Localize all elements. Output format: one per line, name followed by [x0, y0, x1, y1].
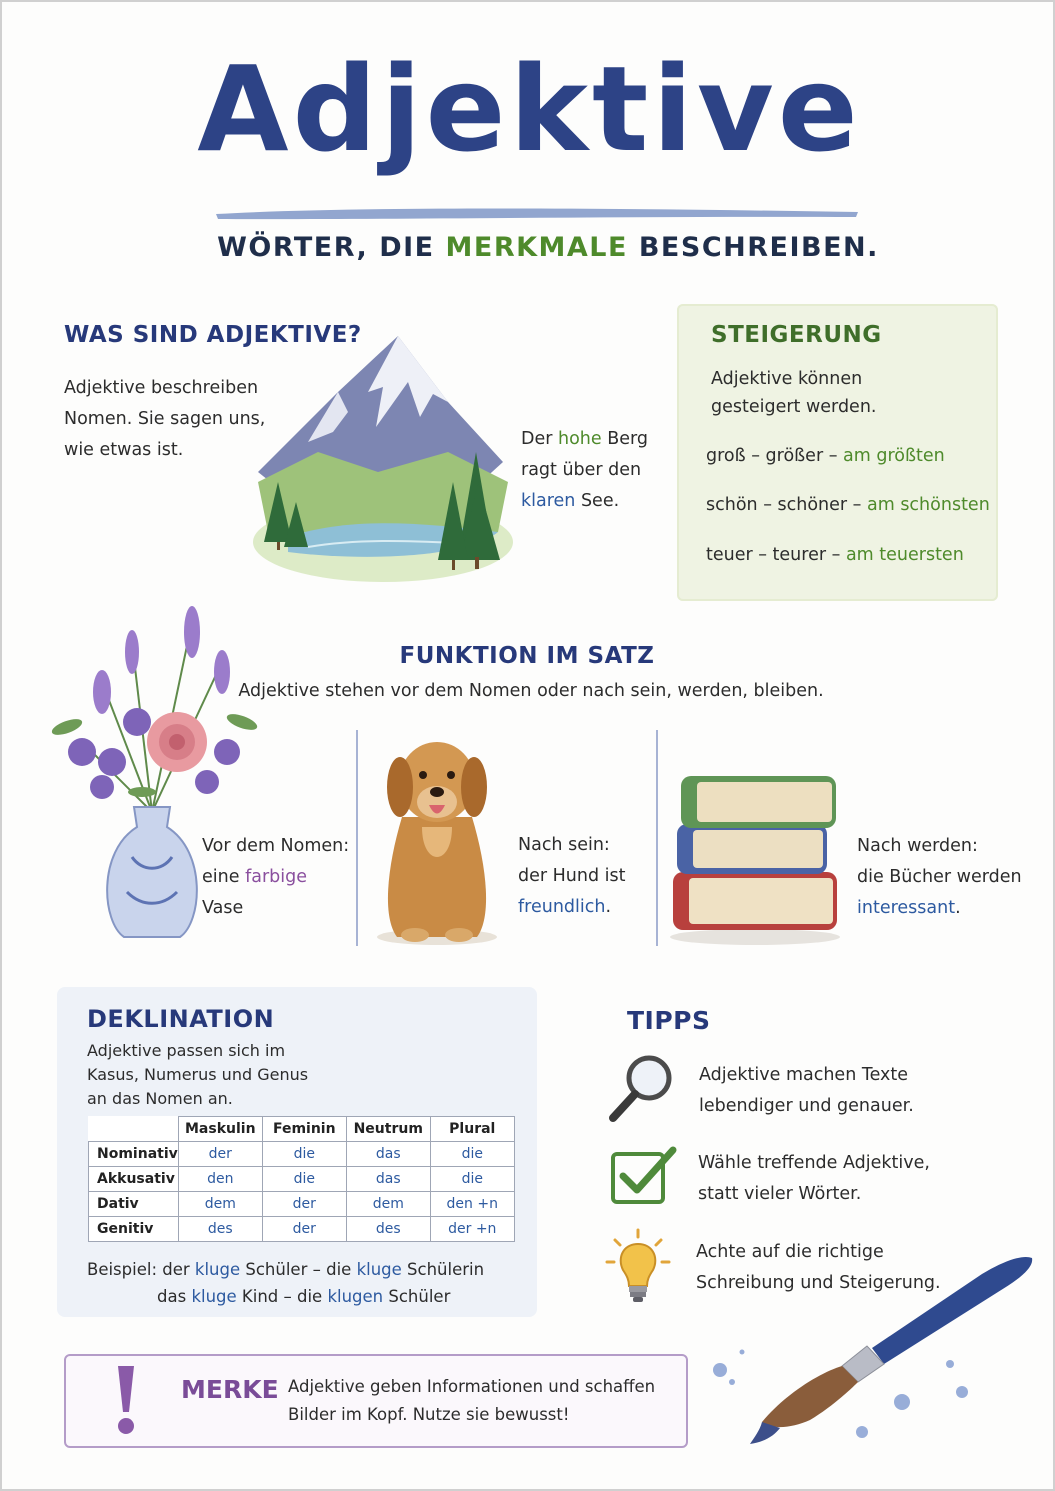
beispiel-text: Beispiel: der	[87, 1260, 195, 1279]
column-header: Maskulin	[178, 1117, 262, 1142]
row-header: Genitiv	[89, 1217, 179, 1242]
column-header: Feminin	[262, 1117, 346, 1142]
adjective-kluge: kluge	[194, 1260, 241, 1279]
tipp-line: Adjektive machen Texte	[699, 1065, 909, 1085]
page-subtitle	[2, 232, 1055, 263]
table-row	[89, 1142, 515, 1167]
steigerung-intro-line: gesteigert werden.	[711, 397, 877, 417]
table-cell: das	[346, 1142, 430, 1167]
table-cell: der	[178, 1142, 262, 1167]
table-cell: des	[346, 1217, 430, 1242]
was-sind-heading: WAS SIND ADJEKTIVE?	[64, 322, 362, 348]
adjective-farbige: farbige	[245, 867, 307, 887]
was-sind-line: wie etwas ist.	[64, 440, 184, 460]
steigerung-base: schön – schöner –	[706, 495, 867, 515]
merke-line: Adjektive geben Informationen und schaffen	[288, 1377, 656, 1396]
tipp-2	[698, 1148, 930, 1210]
funktion-col-1-text: eine	[202, 867, 246, 887]
funktion-col-2	[518, 830, 658, 923]
table-row	[89, 1167, 515, 1192]
table-cell: den +n	[430, 1192, 514, 1217]
steigerung-superlative: am größten	[843, 446, 945, 466]
beispiel	[87, 1256, 527, 1310]
adjective-kluge: kluge	[191, 1287, 237, 1306]
beispiel-text: Schüler	[383, 1287, 451, 1306]
example-text: Berg	[601, 429, 648, 449]
deklination-line: Adjektive passen sich im	[87, 1041, 286, 1060]
merke-text	[288, 1373, 655, 1429]
table-cell: das	[346, 1167, 430, 1192]
example-text: Der	[521, 429, 558, 449]
deklination-heading: DEKLINATION	[87, 1005, 275, 1033]
table-row	[89, 1217, 515, 1242]
column-header: Plural	[430, 1117, 514, 1142]
adjective-kluge: kluge	[356, 1260, 402, 1279]
row-header: Dativ	[89, 1192, 179, 1217]
tipp-line: Schreibung und Steigerung.	[696, 1273, 941, 1293]
steigerung-superlative: am schönsten	[866, 495, 990, 515]
steigerung-base: teuer – teurer –	[706, 545, 846, 565]
magnifier-icon	[607, 1052, 677, 1124]
steigerung-heading: STEIGERUNG	[711, 322, 882, 348]
tipp-1	[699, 1060, 914, 1122]
tipp-line: Achte auf die richtige	[696, 1242, 884, 1262]
adjective-klugen: klugen	[327, 1287, 384, 1306]
column-header: Neutrum	[346, 1117, 430, 1142]
table-cell: dem	[178, 1192, 262, 1217]
row-header: Nominativ	[89, 1142, 179, 1167]
table-corner	[89, 1117, 179, 1142]
mountain-lake-illustration	[248, 332, 518, 592]
deklination-line: an das Nomen an.	[87, 1089, 233, 1108]
funktion-col-1	[202, 831, 352, 924]
lightbulb-icon	[605, 1228, 671, 1308]
beispiel-text: Schüler – die	[240, 1260, 357, 1279]
page-title: Adjektive	[197, 40, 862, 178]
subtitle-part-1: WÖRTER, DIE	[217, 232, 446, 263]
dog-illustration	[367, 727, 507, 947]
deklination-line: Kasus, Numerus und Genus	[87, 1065, 309, 1084]
tipp-line: statt vieler Wörter.	[698, 1184, 862, 1204]
column-divider	[656, 730, 658, 946]
funktion-col-3-text: .	[955, 898, 961, 918]
title-underline-stroke	[212, 204, 862, 222]
books-illustration	[667, 772, 842, 947]
adjective-hohe: hohe	[558, 429, 602, 449]
beispiel-text: Kind – die	[236, 1287, 328, 1306]
funktion-col-3-line: die Bücher werden	[857, 867, 1022, 887]
table-cell: die	[430, 1167, 514, 1192]
table-header-row	[89, 1117, 515, 1142]
adjective-freundlich: freundlich	[518, 897, 606, 917]
was-sind-line: Adjektive beschreiben	[64, 378, 259, 398]
exclamation-icon	[112, 1364, 140, 1436]
steigerung-superlative: am teuersten	[845, 545, 964, 565]
deklination-text	[87, 1039, 308, 1111]
table-cell: der +n	[430, 1217, 514, 1242]
table-cell: dem	[346, 1192, 430, 1217]
column-divider	[356, 730, 358, 946]
checkbox-icon	[609, 1146, 679, 1206]
tipps-heading: TIPPS	[627, 1006, 711, 1035]
funktion-heading: FUNKTION IM SATZ	[399, 643, 655, 669]
was-sind-line: Nomen. Sie sagen uns,	[64, 409, 266, 429]
funktion-intro: Adjektive stehen vor dem Nomen oder nach sein, werden, bleiben.	[238, 681, 824, 701]
beispiel-text: Schülerin	[401, 1260, 485, 1279]
steigerung-base: groß – größer –	[706, 446, 844, 466]
table-cell: der	[262, 1192, 346, 1217]
table-cell: des	[178, 1217, 262, 1242]
funktion-col-3	[857, 831, 1037, 924]
table-cell: die	[430, 1142, 514, 1167]
funktion-col-1-text: Vase	[202, 898, 244, 918]
merke-line: Bilder im Kopf. Nutze sie bewusst!	[288, 1405, 570, 1424]
adjective-interessant: interessant	[857, 898, 956, 918]
table-cell: der	[262, 1217, 346, 1242]
adjective-klaren: klaren	[521, 491, 576, 511]
subtitle-highlight: MERKMALE	[445, 232, 628, 263]
tipp-line: lebendiger und genauer.	[699, 1096, 914, 1116]
steigerung-intro	[711, 365, 876, 421]
beispiel-text: das	[157, 1287, 192, 1306]
merke-heading: MERKE	[181, 1375, 279, 1404]
example-text: See.	[575, 491, 620, 511]
funktion-col-2-line: Nach sein:	[518, 835, 610, 855]
row-header: Akkusativ	[89, 1167, 179, 1192]
tipp-line: Wähle treffende Adjektive,	[698, 1153, 930, 1173]
mountain-example	[521, 424, 671, 517]
steigerung-row	[706, 441, 945, 472]
funktion-col-2-line: der Hund ist	[518, 866, 626, 886]
steigerung-row	[706, 540, 964, 571]
deklination-table	[88, 1116, 515, 1242]
example-text: ragt über den	[521, 460, 642, 480]
paintbrush-illustration	[702, 1252, 1042, 1452]
subtitle-part-2: BESCHREIBEN.	[627, 232, 879, 263]
table-cell: die	[262, 1167, 346, 1192]
steigerung-row	[706, 490, 990, 521]
funktion-col-1-line: Vor dem Nomen:	[202, 836, 350, 856]
table-cell: den	[178, 1167, 262, 1192]
funktion-col-3-line: Nach werden:	[857, 836, 978, 856]
funktion-col-2-text: .	[605, 897, 612, 917]
table-cell: die	[262, 1142, 346, 1167]
steigerung-intro-line: Adjektive können	[711, 369, 863, 389]
table-row	[89, 1192, 515, 1217]
